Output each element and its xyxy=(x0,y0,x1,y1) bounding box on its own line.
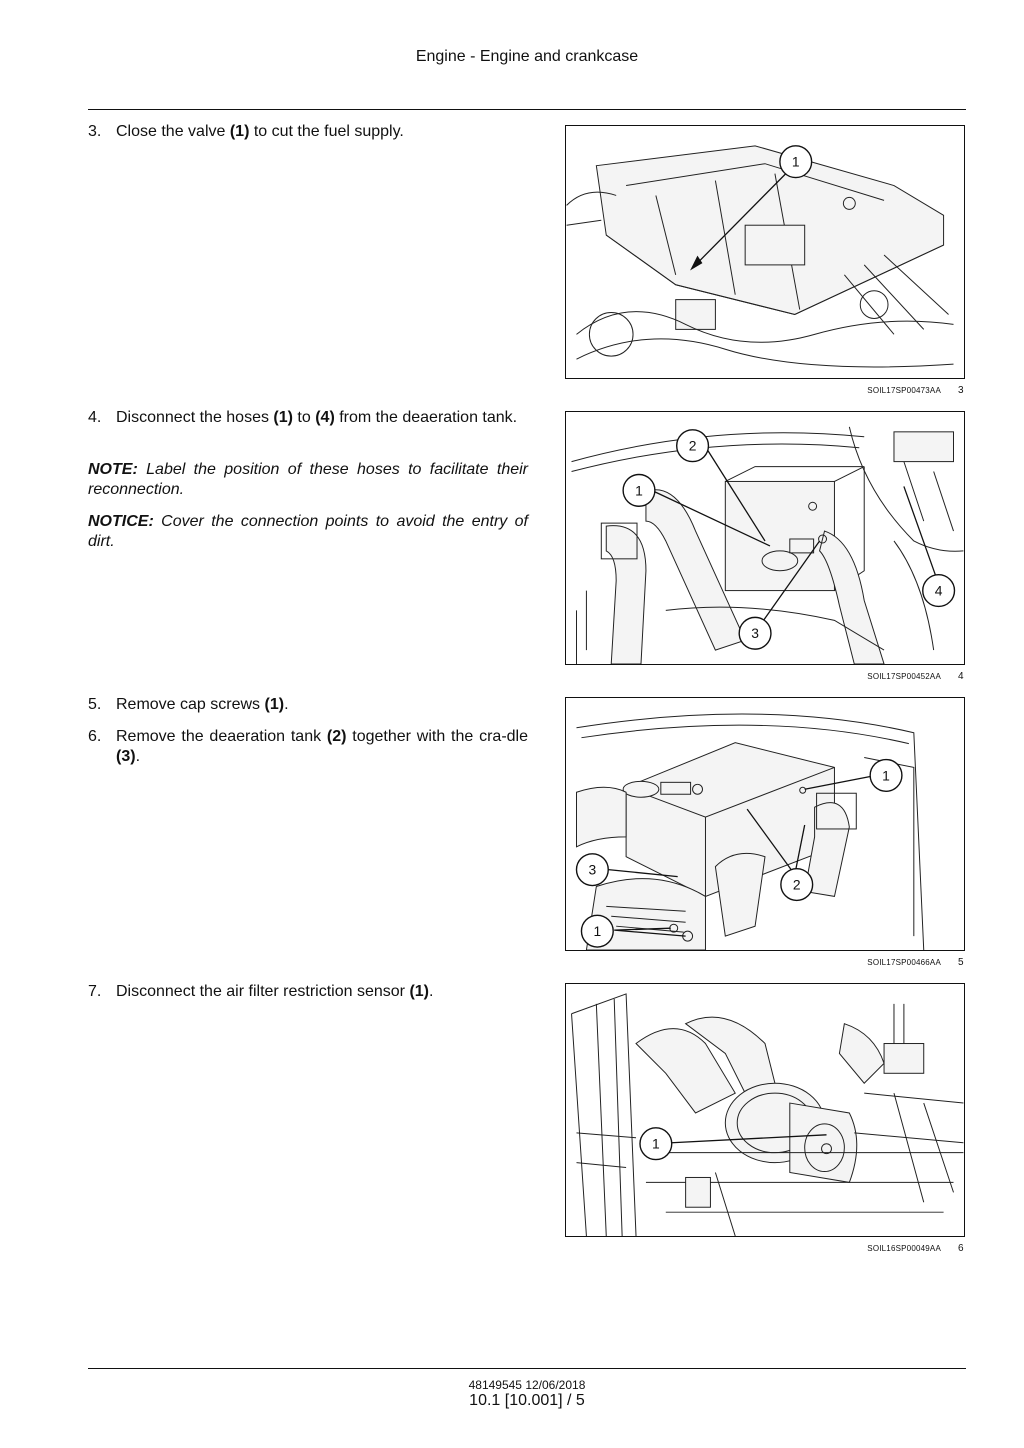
page-header-title: Engine - Engine and crankcase xyxy=(415,48,639,65)
step-number: 4. xyxy=(88,409,102,426)
callout-2 xyxy=(677,430,709,462)
step-text: Disconnect the air filter restriction sensor (1). xyxy=(116,983,434,1000)
figure-code: SOIL17SP00452AA xyxy=(867,672,941,681)
svg-text:2: 2 xyxy=(792,876,801,893)
callout-3 xyxy=(576,854,608,886)
callout-1-lower xyxy=(581,915,613,947)
svg-text:1: 1 xyxy=(882,767,890,784)
callout-1 xyxy=(780,146,812,178)
figure-code: SOIL16SP00049AA xyxy=(867,1244,941,1253)
step-number: 7. xyxy=(88,983,102,1000)
footer-divider xyxy=(88,1368,966,1369)
step-number: 5. xyxy=(88,696,102,713)
callout-1 xyxy=(640,1128,672,1160)
figure-deaeration-hoses xyxy=(565,411,965,665)
callout-2 xyxy=(781,869,813,901)
svg-text:4: 4 xyxy=(934,582,943,599)
svg-text:3: 3 xyxy=(588,861,597,878)
figure-number: 4 xyxy=(958,671,964,682)
step-text: Remove the deaeration tank (2) together with the cra-dle (3). xyxy=(116,728,528,765)
callout-4 xyxy=(923,575,955,607)
air-filter-sensor-illustration xyxy=(566,984,964,1236)
deaeration-hoses-illustration xyxy=(566,412,964,664)
note-block: NOTE: Label the position of these hoses to facilitate their reconnection. xyxy=(88,461,528,498)
svg-text:3: 3 xyxy=(751,625,759,642)
svg-text:2: 2 xyxy=(688,437,697,454)
step-6 xyxy=(88,727,528,767)
notice-block: NOTICE: Cover the connection points to avoid the entry of dirt. xyxy=(88,513,528,550)
svg-text:1: 1 xyxy=(635,482,643,499)
callout-1 xyxy=(623,475,655,507)
footer-doc-reference: 48149545 12/06/2018 xyxy=(468,1378,586,1392)
figure-number: 5 xyxy=(958,957,964,968)
step-3 xyxy=(88,122,528,142)
step-text: Remove cap screws (1). xyxy=(116,696,289,713)
figure-fuel-valve xyxy=(565,125,965,379)
fuel-valve-illustration xyxy=(566,126,964,378)
step-number: 6. xyxy=(88,728,102,745)
svg-text:1: 1 xyxy=(593,923,602,940)
figure-number: 3 xyxy=(958,385,964,396)
figure-air-filter-sensor xyxy=(565,983,965,1237)
callout-1 xyxy=(870,760,902,792)
deaeration-tank-illustration xyxy=(566,698,964,950)
step-5 xyxy=(88,695,528,715)
footer-page-number: 10.1 [10.001] / 5 xyxy=(469,1392,585,1409)
step-4 xyxy=(88,408,528,428)
figure-deaeration-tank xyxy=(565,697,965,951)
callout-3 xyxy=(739,617,771,649)
step-text: Disconnect the hoses (1) to (4) from the deaeration tank. xyxy=(116,409,518,426)
step-text: Close the valve (1) to cut the fuel supply. xyxy=(116,123,404,140)
step-number: 3. xyxy=(88,123,102,140)
figure-code: SOIL17SP00466AA xyxy=(867,958,941,967)
figure-code: SOIL17SP00473AA xyxy=(867,386,941,395)
svg-text:1: 1 xyxy=(652,1135,660,1152)
svg-text:1: 1 xyxy=(791,153,800,170)
header-divider xyxy=(88,109,966,110)
step-7 xyxy=(88,982,528,1002)
figure-number: 6 xyxy=(958,1243,964,1254)
